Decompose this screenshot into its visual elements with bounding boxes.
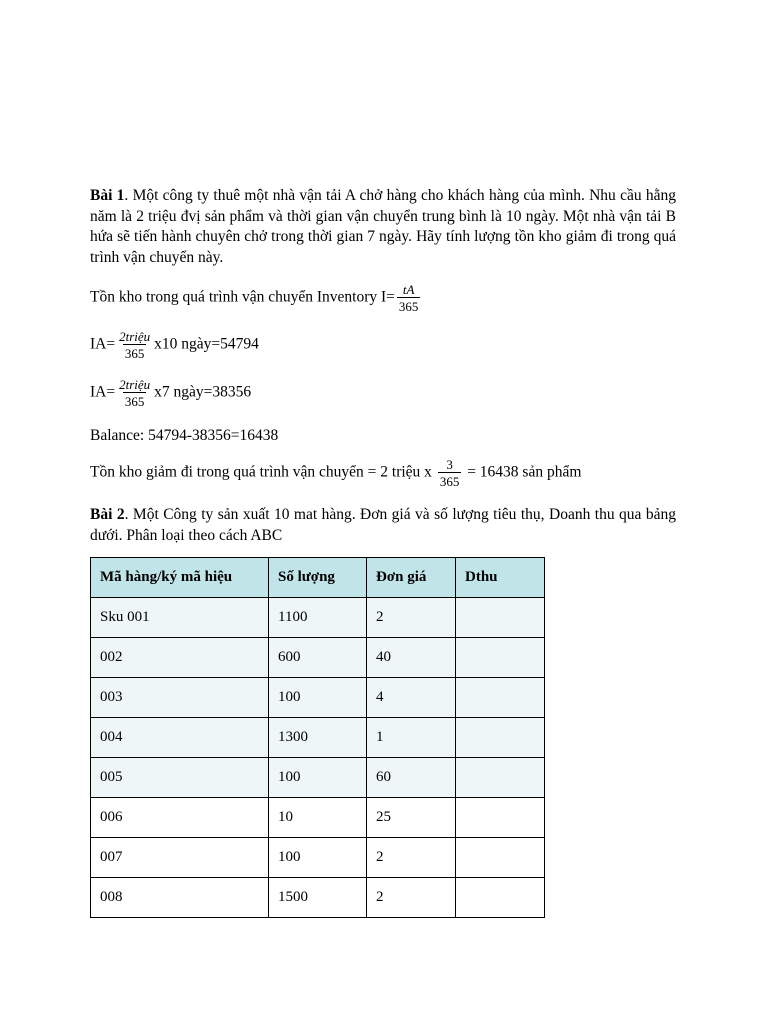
cell-quantity: 1100 (269, 598, 367, 638)
cell-quantity: 100 (269, 838, 367, 878)
cell-quantity: 1500 (269, 878, 367, 918)
fraction-numerator: tA (402, 282, 415, 297)
header-quantity: Số lượng (269, 558, 367, 598)
bai2-title: Bài 2 (90, 506, 125, 523)
fraction-numerator: 2triệu (119, 329, 151, 344)
cell-quantity: 100 (269, 678, 367, 718)
cell-revenue (456, 798, 545, 838)
table-row (91, 718, 545, 758)
cell-unit-price: 2 (367, 878, 456, 918)
cell-item-code: Sku 001 (91, 598, 269, 638)
table-header-row (91, 558, 545, 598)
bai1-text: . Một công ty thuê một nhà vận tải A chở hàng cho khách hàng của mình. Nhu cầu hằng năm là 2 triệu đvị sản phẩm và thời gian vận chuyển trung bình là 10 ngày. Một nhà vận tải B hứa sẽ tiến hành chuyên chở trong thời gian 7 ngày. Hãy tính lượng tồn kho giảm đi trong quá trình vận chuyển này. (90, 187, 676, 266)
bai1-title: Bài 1 (90, 187, 125, 204)
table-row (91, 638, 545, 678)
ia1-prefix: IA= (90, 335, 116, 353)
cell-quantity: 600 (269, 638, 367, 678)
cell-quantity: 100 (269, 758, 367, 798)
inventory-table (90, 557, 545, 918)
bai2-text: . Một Công ty sản xuất 10 mat hàng. Đơn giá và số lượng tiêu thụ, Doanh thu qua bảng dưới. Phân loại theo cách ABC (90, 506, 676, 544)
cell-revenue (456, 638, 545, 678)
reduction-suffix: = 16438 sản phẩm (463, 463, 582, 481)
inventory-fraction (397, 283, 421, 313)
cell-revenue (456, 878, 545, 918)
table-row (91, 758, 545, 798)
cell-quantity: 1300 (269, 718, 367, 758)
cell-revenue (456, 758, 545, 798)
cell-unit-price: 60 (367, 758, 456, 798)
inventory-formula-prefix: Tồn kho trong quá trình vận chuyển Inventory I= (90, 288, 395, 306)
header-revenue: Dthu (456, 558, 545, 598)
ia2-suffix: x7 ngày=38356 (154, 383, 252, 401)
cell-item-code: 006 (91, 798, 269, 838)
cell-revenue (456, 838, 545, 878)
cell-unit-price: 2 (367, 838, 456, 878)
cell-item-code: 002 (91, 638, 269, 678)
cell-item-code: 007 (91, 838, 269, 878)
fraction-numerator: 3 (446, 457, 453, 472)
cell-unit-price: 25 (367, 798, 456, 838)
ia1-suffix: x10 ngày=54794 (154, 335, 259, 353)
reduction-fraction (438, 458, 462, 488)
cell-revenue (456, 678, 545, 718)
cell-item-code: 008 (91, 878, 269, 918)
cell-item-code: 003 (91, 678, 269, 718)
cell-unit-price: 40 (367, 638, 456, 678)
header-unit-price: Đơn giá (367, 558, 456, 598)
ia1-fraction (117, 330, 152, 360)
fraction-numerator: 2triệu (119, 377, 151, 392)
cell-quantity: 10 (269, 798, 367, 838)
bai1-paragraph (90, 186, 676, 268)
table-row (91, 598, 545, 638)
fraction-denominator: 365 (124, 394, 145, 409)
balance-line: Balance: 54794-38356=16438 (90, 427, 279, 444)
fraction-denominator: 365 (124, 346, 145, 361)
table-row (91, 878, 545, 918)
cell-item-code: 004 (91, 718, 269, 758)
reduction-formula-line (90, 458, 676, 488)
cell-revenue (456, 718, 545, 758)
cell-revenue (456, 598, 545, 638)
ia-formula-2-line (90, 378, 676, 408)
fraction-denominator: 365 (398, 299, 419, 314)
bai2-paragraph (90, 505, 676, 546)
cell-unit-price: 4 (367, 678, 456, 718)
table-row (91, 838, 545, 878)
inventory-formula-line (90, 283, 676, 313)
header-item-code: Mã hàng/ký mã hiệu (91, 558, 269, 598)
ia2-fraction (117, 378, 152, 408)
table-row (91, 798, 545, 838)
ia-formula-1-line (90, 330, 676, 360)
ia2-prefix: IA= (90, 383, 116, 401)
cell-unit-price: 2 (367, 598, 456, 638)
reduction-prefix: Tồn kho giảm đi trong quá trình vận chuyển = 2 triệu x (90, 463, 436, 481)
table-row (91, 678, 545, 718)
cell-unit-price: 1 (367, 718, 456, 758)
cell-item-code: 005 (91, 758, 269, 798)
fraction-denominator: 365 (439, 474, 460, 489)
